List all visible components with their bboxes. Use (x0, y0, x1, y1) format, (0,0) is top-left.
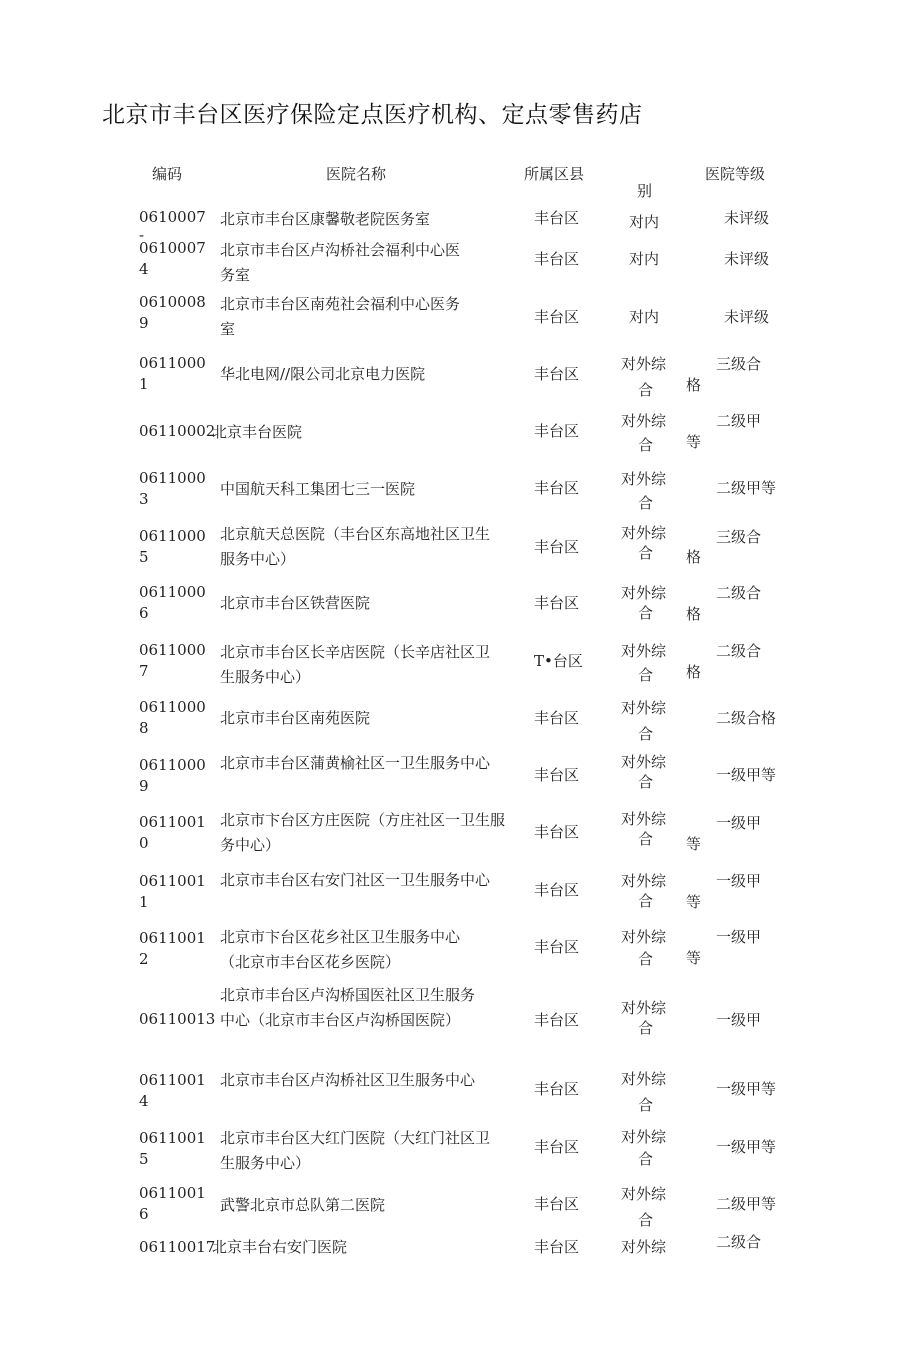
code-cell: 0611001 6 (139, 1184, 206, 1223)
header-name: 医院名称 (326, 165, 387, 183)
grade-cell: 一级甲等 (716, 766, 777, 784)
grade-cell: 二级甲等 (716, 1195, 777, 1213)
category-cell: 对内 (629, 213, 660, 231)
grade-cell-suffix: 格 (686, 548, 702, 566)
hospital-name: 北京丰台医院 (212, 423, 303, 441)
category-cell-suffix: 合 (638, 544, 654, 562)
code-cell-suffix: - (139, 226, 145, 244)
district-cell: 丰台区 (534, 209, 580, 227)
category-cell: 对外综 (621, 642, 667, 660)
grade-cell: 二级合格 (716, 709, 777, 727)
code-cell: 0611000 6 (139, 583, 206, 622)
district-cell: 丰台区 (534, 250, 580, 268)
category-cell: 对外综 (621, 872, 667, 890)
district-cell: 丰台区 (534, 881, 580, 899)
header-grade: 医院等级 (705, 165, 766, 183)
table-row (0, 238, 920, 294)
code-cell: 0611000 7 (139, 641, 206, 680)
district-cell: 丰台区 (534, 766, 580, 784)
table-row (0, 292, 920, 348)
hospital-name: 北京市丰台区康馨敬老院医务室 (220, 210, 431, 228)
code-cell: 0610008 9 (139, 293, 206, 332)
grade-cell: 未评级 (724, 209, 770, 227)
hospital-name: 北京市卞台区方庄医院（方庄社区一卫生服务中心） (220, 811, 506, 854)
category-cell: 对外综 (621, 412, 667, 430)
hospital-name (220, 983, 482, 1033)
category-cell-suffix: 合 (638, 1019, 654, 1037)
district-cell: 丰台区 (534, 1011, 580, 1029)
category-cell-suffix: 合 (638, 381, 654, 399)
district-cell: 丰台区 (534, 938, 580, 956)
table-row (0, 983, 920, 1063)
grade-cell: 未评级 (724, 308, 770, 326)
category-cell-suffix: 合 (638, 830, 654, 848)
grade-cell: 二级甲 (716, 412, 762, 430)
category-cell: 对外综 (621, 355, 667, 373)
hospital-name: 北京市丰台区卢沟桥社区卫生服务中心 (220, 1071, 476, 1089)
code-cell: 0611001 1 (139, 872, 206, 911)
category-cell: 对外综 (621, 1128, 667, 1146)
code-cell: 06110017 (139, 1238, 216, 1256)
grade-cell: 一级甲 (716, 1011, 762, 1029)
grade-cell: 一级甲 (716, 814, 762, 832)
table-row (0, 468, 920, 524)
hospital-name: 北京市丰台区卢沟桥社会福利中心医务室 (220, 241, 461, 284)
document-title: 北京市丰台区医疗保险定点医疗机构、定点零售药店 (102, 102, 643, 128)
code-cell: 0611000 9 (139, 756, 206, 795)
hospital-name-text: 北京市丰台区卢沟桥国医社区卫生服务中心（北京市丰台区卢沟桥国医院） (220, 986, 476, 1029)
category-cell: 对内 (629, 308, 660, 326)
hospital-name: 北京航天总医院（丰台区东高地社区卫生服务中心） (220, 525, 491, 568)
category-cell: 对外综 (621, 584, 667, 602)
grade-cell: 二级甲等 (716, 479, 777, 497)
header-category: 别 (637, 182, 653, 200)
category-cell: 对外综 (621, 810, 667, 828)
category-cell: 对外综 (621, 753, 667, 771)
district-cell: 丰台区 (534, 709, 580, 727)
grade-cell: 二级合 (716, 1233, 762, 1251)
hospital-name: 北京丰台右安门医院 (212, 1238, 348, 1256)
hospital-name: 北京市卞台区花乡社区卫生服务中心（北京市丰台区花乡医院） (220, 928, 461, 971)
code-cell: 0611001 0 (139, 813, 206, 852)
code-cell: 06110002 (139, 422, 216, 440)
grade-cell: 二级合 (716, 642, 762, 660)
hospital-name: 北京市丰台区右安门社区一卫生服务中心 (220, 871, 491, 889)
code-cell: 0611001 5 (139, 1129, 206, 1168)
category-cell-suffix: 合 (638, 950, 654, 968)
header-district: 所属区县 (524, 165, 585, 183)
table-row (0, 410, 920, 466)
hospital-name: 中国航天科工集团七三一医院 (220, 480, 416, 498)
hospital-name: 北京市丰台区大红门医院（大红门社区卫生服务中心） (220, 1129, 491, 1172)
hospital-name: 北京市丰台区铁营医院 (220, 594, 371, 612)
grade-cell-suffix: 格 (686, 663, 702, 681)
code-cell: 0611001 4 (139, 1071, 206, 1110)
code-cell: 0611000 8 (139, 698, 206, 737)
grade-cell: 三级合 (716, 528, 762, 546)
grade-cell-suffix: 等 (686, 433, 702, 451)
code-cell: 0610007 4 (139, 239, 206, 278)
table-row (0, 868, 920, 924)
grade-cell: 一级甲等 (716, 1138, 777, 1156)
category-cell-suffix: 合 (638, 666, 654, 684)
district-cell: T•台区 (534, 652, 583, 670)
code-cell: 0611000 5 (139, 527, 206, 566)
grade-cell-suffix: 格 (686, 376, 702, 394)
hospital-name: 北京市丰台区长辛店医院（长辛店社区卫生服务中心） (220, 643, 491, 686)
grade-cell: 一级甲 (716, 928, 762, 946)
category-cell-suffix: 合 (638, 1211, 654, 1229)
code-cell: 0611001 2 (139, 929, 206, 968)
district-cell: 丰台区 (534, 538, 580, 556)
code-cell: 0611000 3 (139, 469, 206, 508)
table-row (0, 808, 920, 864)
table-row (0, 925, 920, 981)
grade-cell-suffix: 等 (686, 835, 702, 853)
grade-cell-suffix: 格 (686, 605, 702, 623)
table-row (0, 697, 920, 753)
hospital-name: 北京市丰台区南苑社会福利中心医务室 (220, 295, 461, 338)
table-row (0, 582, 920, 638)
district-cell: 丰台区 (534, 308, 580, 326)
grade-cell: 二级合 (716, 584, 762, 602)
district-cell: 丰台区 (534, 479, 580, 497)
table-row (0, 1126, 920, 1182)
category-cell: 对外综 (621, 699, 667, 717)
category-cell: 对外综 (621, 524, 667, 542)
category-cell-suffix: 合 (638, 604, 654, 622)
hospital-name: 武警北京市总队第二医院 (220, 1196, 386, 1214)
category-cell-suffix: 合 (638, 494, 654, 512)
grade-cell: 未评级 (724, 250, 770, 268)
code-cell: 0610007 (139, 208, 206, 226)
category-cell-suffix: 合 (638, 1150, 654, 1168)
table-row (0, 353, 920, 409)
table-row (0, 1231, 920, 1259)
table-row (0, 1068, 920, 1124)
header-code: 编码 (152, 165, 183, 183)
code-cell: 0611000 1 (139, 354, 206, 393)
district-cell: 丰台区 (534, 823, 580, 841)
category-cell: 对外综 (621, 1070, 667, 1088)
district-cell: 丰台区 (534, 422, 580, 440)
category-cell: 对内 (629, 250, 660, 268)
district-cell: 丰台区 (534, 1238, 580, 1256)
grade-cell-suffix: 等 (686, 949, 702, 967)
table-row (0, 640, 920, 696)
table-row (0, 522, 920, 578)
grade-cell: 一级甲 (716, 872, 762, 890)
category-cell-suffix: 合 (638, 1096, 654, 1114)
district-cell: 丰台区 (534, 594, 580, 612)
district-cell: 丰台区 (534, 365, 580, 383)
table-row (0, 751, 920, 807)
category-cell: 对外综 (621, 928, 667, 946)
hospital-name: 北京市丰台区蒲黄榆社区一卫生服务中心 (220, 754, 491, 772)
category-cell: 对外综 (621, 999, 667, 1017)
grade-cell: 三级合 (716, 355, 762, 373)
category-cell: 对外综 (621, 1238, 667, 1256)
grade-cell: 一级甲等 (716, 1080, 777, 1098)
category-cell: 对外综 (621, 470, 667, 488)
district-cell: 丰台区 (534, 1138, 580, 1156)
grade-cell-suffix: 等 (686, 893, 702, 911)
category-cell-suffix: 合 (638, 773, 654, 791)
district-cell: 丰台区 (534, 1195, 580, 1213)
category-cell-suffix: 合 (638, 436, 654, 454)
category-cell: 对外综 (621, 1185, 667, 1203)
district-cell: 丰台区 (534, 1080, 580, 1098)
category-cell-suffix: 合 (638, 892, 654, 910)
category-cell-suffix: 合 (638, 725, 654, 743)
code-cell: 06110013 (139, 1010, 216, 1028)
hospital-name: 北京市丰台区南苑医院 (220, 709, 371, 727)
hospital-name: 华北电网//限公司北京电力医院 (220, 365, 426, 383)
